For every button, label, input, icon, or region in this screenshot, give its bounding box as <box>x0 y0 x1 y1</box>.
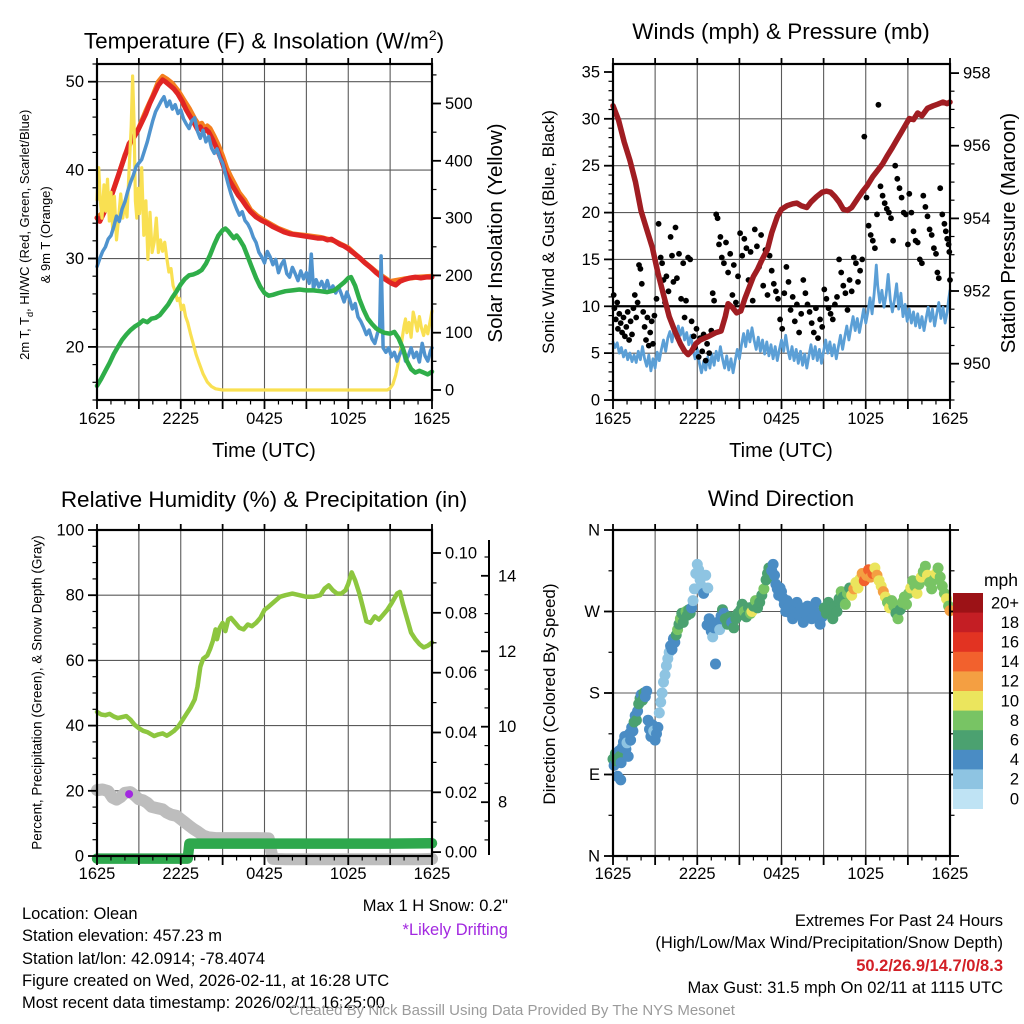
panel2-left-axis-label: Sonic Wind & Gust (Blue, Black) <box>539 110 558 354</box>
svg-text:8: 8 <box>498 793 508 812</box>
svg-text:15: 15 <box>581 250 600 269</box>
panel2-title: Winds (mph) & Pressure (mb) <box>632 19 930 44</box>
svg-text:20: 20 <box>581 204 600 223</box>
panel3-title: Relative Humidity (%) & Precipitation (in) <box>60 487 468 512</box>
svg-text:25: 25 <box>581 157 600 176</box>
svg-text:2225: 2225 <box>678 410 716 428</box>
svg-text:N: N <box>588 847 600 866</box>
svg-text:mph: mph <box>983 570 1018 590</box>
svg-text:0.08: 0.08 <box>445 604 478 623</box>
extremes-values: 50.2/26.9/14.7/0/8.3 <box>856 956 1003 975</box>
svg-text:0.10: 0.10 <box>445 544 478 563</box>
svg-text:0425: 0425 <box>246 410 283 428</box>
panel1-right-axis-label: Solar Insolation (Yellow) <box>484 123 507 343</box>
svg-text:5: 5 <box>590 344 600 363</box>
svg-text:0: 0 <box>590 391 600 410</box>
svg-text:4: 4 <box>1009 751 1019 770</box>
svg-text:2225: 2225 <box>678 865 716 883</box>
svg-text:30: 30 <box>65 250 84 268</box>
panel-temperature-insolation <box>66 58 473 428</box>
svg-text:400: 400 <box>445 152 473 171</box>
svg-text:E: E <box>588 766 600 784</box>
svg-text:0: 0 <box>74 847 84 866</box>
panel-wind-direction <box>584 522 968 884</box>
svg-text:8: 8 <box>1009 711 1019 730</box>
svg-text:952: 952 <box>963 282 991 301</box>
svg-text:956: 956 <box>963 137 991 156</box>
svg-text:2225: 2225 <box>162 410 200 428</box>
svg-text:1625: 1625 <box>78 410 116 428</box>
svg-text:1625: 1625 <box>413 410 451 428</box>
svg-text:W: W <box>584 603 600 621</box>
svg-text:0.06: 0.06 <box>445 664 478 683</box>
svg-text:18: 18 <box>1000 613 1019 632</box>
max-gust: Max Gust: 31.5 mph On 02/11 at 1115 UTC <box>687 979 1003 998</box>
svg-text:40: 40 <box>65 161 84 180</box>
panel2-right-axis-label: Station Pressure (Maroon) <box>997 112 1020 354</box>
svg-text:60: 60 <box>65 651 84 670</box>
svg-text:1025: 1025 <box>329 410 367 428</box>
svg-text:N: N <box>588 521 600 540</box>
svg-text:40: 40 <box>65 717 84 736</box>
station-info-block <box>22 903 389 1014</box>
svg-text:20: 20 <box>65 338 84 357</box>
svg-text:0.00: 0.00 <box>445 843 478 862</box>
station-latlon: Station lat/lon: 42.0914; -78.4074 <box>22 949 266 968</box>
svg-text:10: 10 <box>498 718 517 737</box>
likely-drifting-note: *Likely Drifting <box>402 921 508 939</box>
panel1-title: Temperature (F) & Insolation $(W/m^2)$ <box>83 27 445 54</box>
svg-text:950: 950 <box>963 355 991 374</box>
svg-text:2: 2 <box>1009 770 1019 789</box>
panel-humidity-precipitation <box>56 522 477 884</box>
svg-text:1625: 1625 <box>594 410 632 428</box>
svg-text:16: 16 <box>1000 633 1019 652</box>
svg-text:1025: 1025 <box>847 865 885 883</box>
svg-text:100: 100 <box>56 521 84 540</box>
panel-winds-pressure <box>582 58 991 428</box>
svg-text:300: 300 <box>445 209 473 228</box>
extremes-block <box>655 910 1003 1000</box>
max-1h-snow: Max 1 H Snow: 0.2" <box>362 897 508 915</box>
snow-note-block <box>363 894 508 942</box>
svg-text:0425: 0425 <box>763 865 800 883</box>
svg-text:12: 12 <box>1000 672 1019 691</box>
svg-text:0: 0 <box>1009 790 1019 809</box>
panel1-x-axis-label: Time (UTC) <box>212 440 316 462</box>
svg-text:1625: 1625 <box>931 410 969 428</box>
svg-text:80: 80 <box>65 586 84 605</box>
svg-text:12: 12 <box>498 642 517 661</box>
svg-text:0425: 0425 <box>763 410 800 428</box>
panel3-left-axis-label: Percent, Precipitation (Green), & Snow Depth (Gray) <box>29 535 45 850</box>
data-timestamp: Most recent data timestamp: 2026/02/11 16:25:00 <box>22 994 385 1013</box>
svg-text:100: 100 <box>445 324 473 343</box>
extremes-subtitle: (High/Low/Max Wind/Precipitation/Snow Depth) <box>655 934 1003 953</box>
svg-text:6: 6 <box>1009 731 1019 750</box>
svg-text:1625: 1625 <box>931 865 969 883</box>
station-elevation: Station elevation: 457.23 m <box>22 927 222 946</box>
svg-text:1625: 1625 <box>413 865 451 883</box>
panel1-left-axis-label: 2m T, $T_d$, HI/WC (Red, Green, Scarlet/Blue) & 9m T (Orange) <box>17 109 53 360</box>
svg-text:S: S <box>588 684 600 703</box>
svg-text:10: 10 <box>1000 692 1019 711</box>
svg-text:35: 35 <box>581 63 600 82</box>
wind-speed-colorbar <box>953 570 1019 809</box>
svg-text:954: 954 <box>963 209 991 228</box>
series-snow-drifting-flag-purple <box>125 790 133 798</box>
extremes-title: Extremes For Past 24 Hours <box>794 912 1003 930</box>
svg-text:2225: 2225 <box>162 865 200 883</box>
svg-text:10: 10 <box>581 297 600 316</box>
panel2-x-axis-label: Time (UTC) <box>729 440 833 462</box>
svg-text:500: 500 <box>445 95 473 113</box>
svg-text:200: 200 <box>445 266 473 285</box>
figure-created: Figure created on Wed, 2026-02-11, at 16:28 UTC <box>22 971 390 990</box>
svg-text:1025: 1025 <box>329 865 367 883</box>
svg-text:0425: 0425 <box>246 865 283 883</box>
svg-text:0: 0 <box>445 381 455 400</box>
svg-text:0.04: 0.04 <box>445 724 478 742</box>
svg-text:14: 14 <box>498 567 517 586</box>
svg-text:958: 958 <box>963 64 991 83</box>
svg-text:20: 20 <box>65 782 84 801</box>
svg-text:1625: 1625 <box>594 865 632 883</box>
svg-text:50: 50 <box>65 73 84 92</box>
svg-text:1625: 1625 <box>78 865 116 883</box>
svg-text:0.02: 0.02 <box>445 783 478 802</box>
credit-footer: Created By Nick Bassill Using Data Provided By The NYS Mesonet <box>289 1002 735 1019</box>
panel4-title: Wind Direction <box>707 486 855 511</box>
snow-depth-axis <box>481 540 516 855</box>
svg-text:1025: 1025 <box>847 410 885 428</box>
station-location: Location: Olean <box>22 905 138 923</box>
svg-text:20+: 20+ <box>991 594 1019 613</box>
svg-text:14: 14 <box>1000 653 1019 672</box>
panel4-left-axis-label: Direction (Colored By Speed) <box>540 583 559 805</box>
svg-text:30: 30 <box>581 110 600 129</box>
